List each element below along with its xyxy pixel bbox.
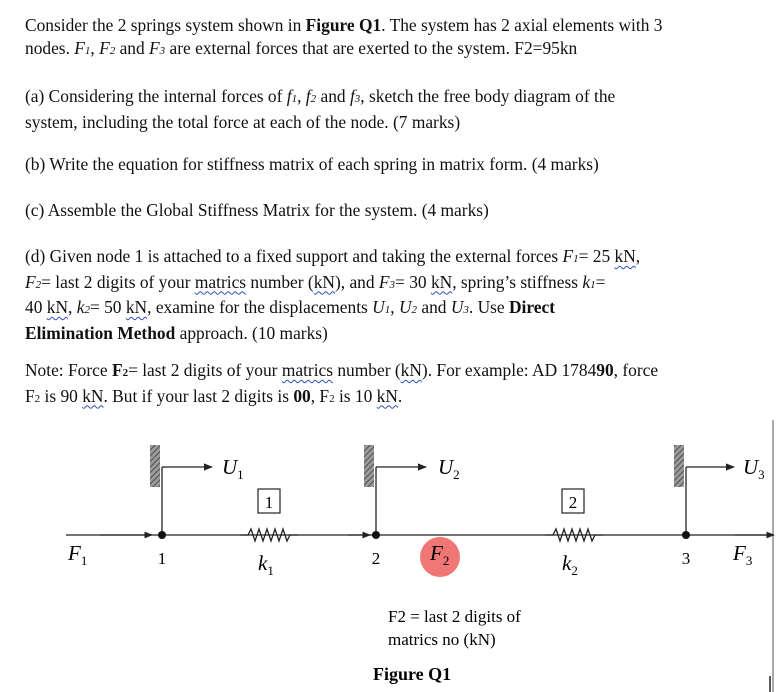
label-u3: $U_3$ bbox=[743, 455, 765, 482]
intro-paragraph: Consider the 2 springs system shown in Figure Q1. The system has 2 axial elements with 3 nodes. F1, F2 and F3 are external forces that are exerted to the system. F2=95kn bbox=[25, 15, 663, 58]
label-k2: $k_2$ bbox=[562, 551, 578, 578]
support-node-2 bbox=[364, 445, 426, 539]
label-f1: $F_1$ bbox=[68, 541, 88, 568]
support-node-1 bbox=[150, 445, 212, 539]
element-2-label: 2 bbox=[568, 493, 578, 512]
label-u2: $U_2$ bbox=[438, 455, 460, 482]
part-a: (a) Considering the internal forces of f1, f2 and f3, sketch the free body diagram of the system, including the total force at each of the node. (7 marks) bbox=[25, 86, 616, 132]
spring-k1 bbox=[240, 529, 298, 541]
figure-reference: Figure Q1 bbox=[305, 15, 382, 35]
figure-note-line2: matrics no (kN) bbox=[388, 630, 496, 649]
spring-k2 bbox=[545, 529, 603, 541]
part-b: (b) Write the equation for stiffness matrix of each spring in matrix form. (4 marks) bbox=[25, 154, 599, 174]
label-u1: $U_1$ bbox=[222, 455, 244, 482]
figure-note-line1: F2 = last 2 digits of bbox=[388, 607, 521, 626]
part-c: (c) Assemble the Global Stiffness Matrix for the system. (4 marks) bbox=[25, 200, 489, 220]
node-3-label: 3 bbox=[681, 549, 691, 568]
figure-caption: Figure Q1 bbox=[373, 664, 452, 684]
element-1-label: 1 bbox=[264, 493, 274, 512]
label-k1: $k_1$ bbox=[258, 551, 274, 578]
node-1-label: 1 bbox=[157, 549, 167, 568]
part-d: (d) Given node 1 is attached to a fixed support and taking the external forces F1= 25 kN, F2= last 2 digits of your matrics number (kN), and F3= 30 kN, spring’s stiffness k1= 40 kN, k2= 50 kN, examine for the displacements U1, U2 and U3. Use Direct Elimination Method approach. (10 marks) bbox=[25, 246, 641, 343]
node-2-label: 2 bbox=[371, 549, 381, 568]
label-f3: $F_3$ bbox=[733, 541, 753, 568]
label-f2: $F_2$ bbox=[430, 541, 450, 568]
note-paragraph: Note: Force F2= last 2 digits of your matrics number (kN). For example: AD 178490, force F2 is 90 kN. But if your last 2 digits is 00, F2 is 10 kN. bbox=[25, 360, 659, 406]
support-node-3 bbox=[674, 445, 734, 539]
